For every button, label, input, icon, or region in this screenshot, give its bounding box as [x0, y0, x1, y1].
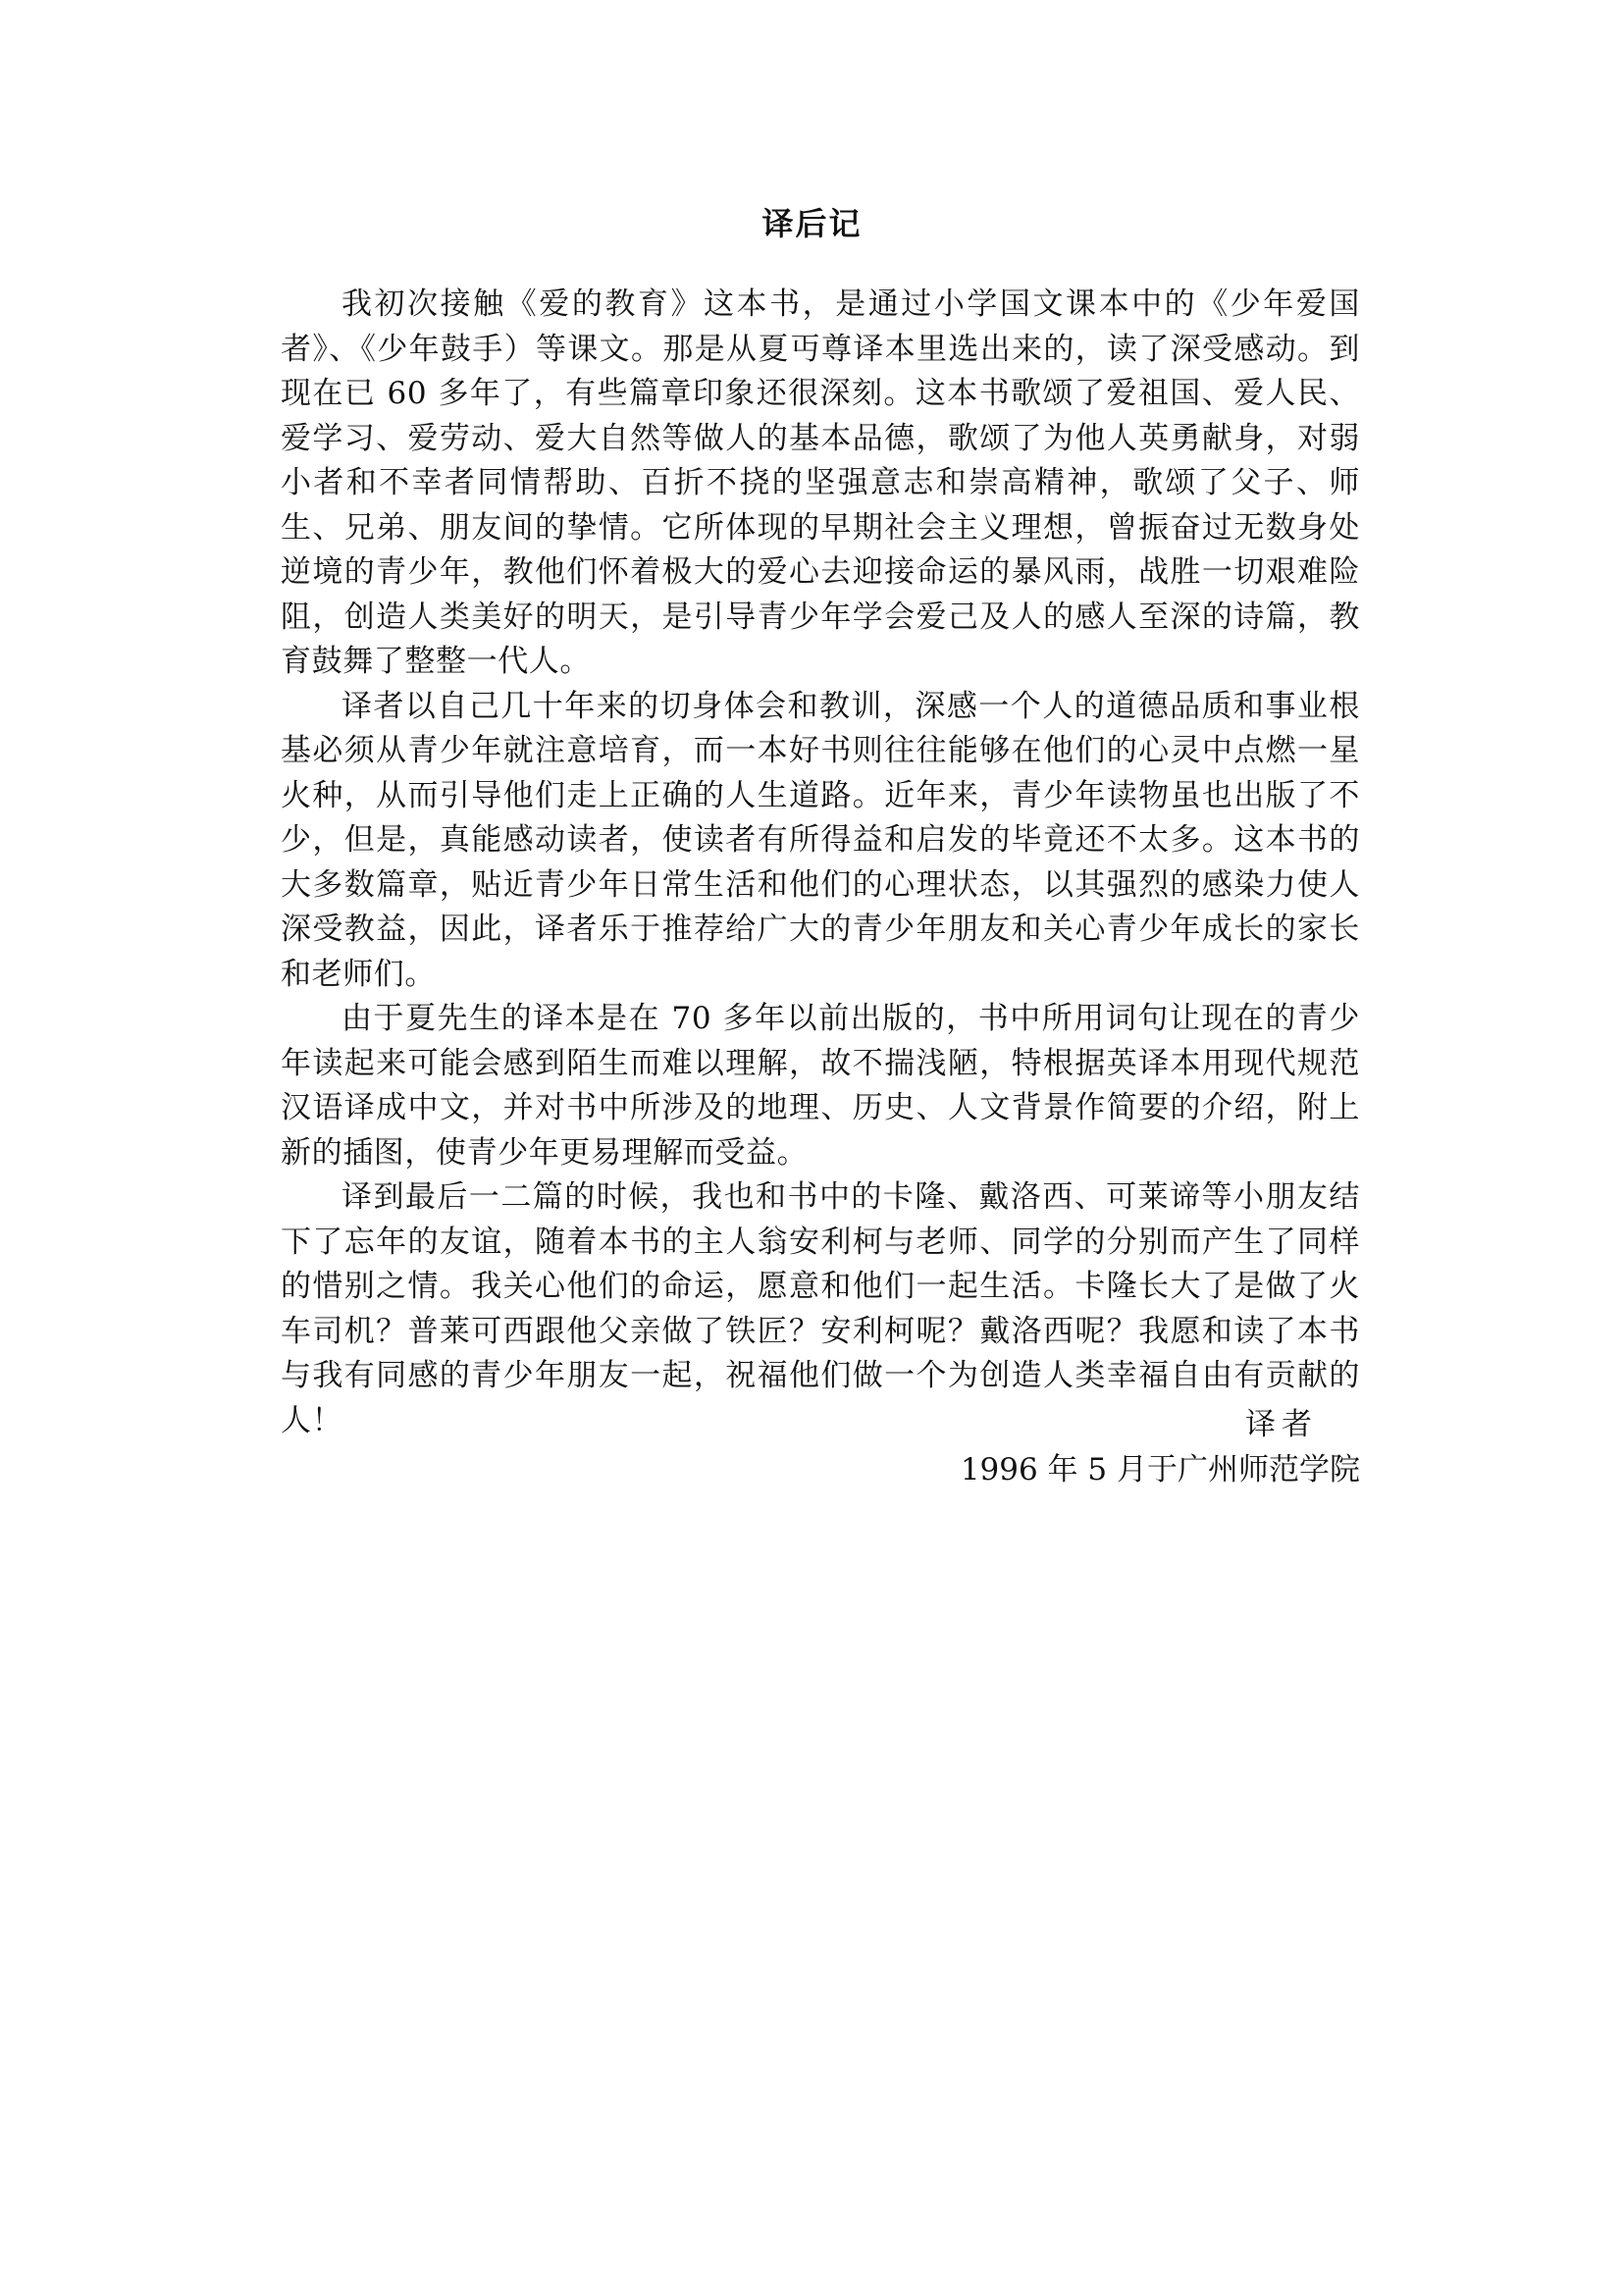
- paragraph-2: 译者以自己几十年来的切身体会和教训，深感一个人的道德品质和事业根基必须从青少年就注意培育，而一本好书则往往能够在他们的心灵中点燃一星火种，从而引导他们走上正确的人生道路。近年来，青少年读物虽也出版了不少，但是，真能感动读者，使读者有所得益和启发的毕竟还不太多。这本书的大多数篇章，贴近青少年日常生活和他们的心理状态，以其强烈的感染力使人深受教益，因此，译者乐于推荐给广大的青少年朋友和关心青少年成长的家长和老师们。: [281, 688, 1360, 992]
- paragraph-1: 我初次接触《爱的教育》这本书，是通过小学国文课本中的《少年爱国者》、《少年鼓手）等课文。那是从夏丏尊译本里选出来的，读了深受感动。到现在已 60 多年了，有些篇章印象还很深刻。这本书歌颂了爱祖国、爱人民、爱学习、爱劳动、爱大自然等做人的基本品德，歌颂了为他人英勇献身，对弱小者和不幸者同情帮助、百折不挠的坚强意志和崇高精神，歌颂了父子、师生、兄弟、朋友间的挚情。它所体现的早期社会主义理想，曾振奋过无数身处逆境的青少年，教他们怀着极大的爱心去迎接命运的暴风雨，战胜一切艰难险阻，创造人类美好的明天，是引导青少年学会爱己及人的感人至深的诗篇，教育鼓舞了整整一代人。: [281, 287, 1360, 679]
- page-title: 译后记: [761, 205, 863, 242]
- paragraph-3: 由于夏先生的译本是在 70 多年以前出版的，书中所用词句让现在的青少年读起来可能会感到陌生而难以理解，故不揣浅陋，特根据英译本用现代规范汉语译成中文，并对书中所涉及的地理、历史、人文背景作简要的介绍，附上新的插图，使青少年更易理解而受益。: [281, 1001, 1360, 1171]
- body-text: [281, 283, 1360, 1443]
- signature-date-place: 1996 年 5 月于广州师范学院: [960, 1452, 1360, 1487]
- paragraph-4: 译到最后一二篇的时候，我也和书中的卡隆、戴洛西、可莱谛等小朋友结下了忘年的友谊，随着本书的主人翁安利柯与老师、同学的分别而产生了同样的惜别之情。我关心他们的命运，愿意和他们一起生活。卡隆长大了是做了火车司机？普莱可西跟他父亲做了铁匠？安利柯呢？戴洛西呢？我愿和读了本书与我有同感的青少年朋友一起，祝福他们做一个为创造人类幸福自由有贡献的人！: [281, 1179, 1360, 1438]
- signature-role: 译者: [1245, 1407, 1318, 1442]
